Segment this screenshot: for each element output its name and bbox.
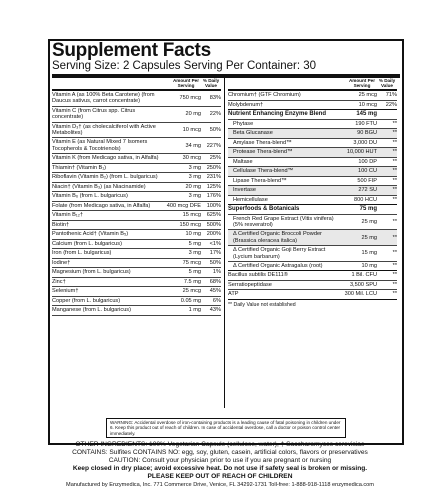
nutrient-daily-value: 1% xyxy=(212,269,221,276)
nutrient-amount: 10 mg xyxy=(361,262,377,269)
allergen-info: CONTAINS: Sulfites CONTAINS NO: egg, soy, gluten, casein, artificial colors, flavors or preservatives xyxy=(72,449,368,456)
panel-title: Supplement Facts xyxy=(52,40,211,61)
nutrient-amount: 30 mcg xyxy=(182,155,201,162)
nutrient-name: Δ Certified Organic Broccoli Powder (Brassica oleracea italica) xyxy=(233,231,322,244)
nutrient-name: Iodine† xyxy=(52,259,71,266)
dv-header: % Daily Value xyxy=(378,78,396,88)
nutrient-amount: 100 CU xyxy=(358,168,377,175)
nutrient-amount: 500 FIP xyxy=(357,177,377,184)
right-nutrient-column xyxy=(228,78,397,308)
nutrient-name: Vitamin K (from Medicago sativa, in Alfalfa) xyxy=(52,155,159,162)
nutrient-row xyxy=(52,192,221,202)
nutrient-amount: 3 mg xyxy=(188,164,201,171)
right-rows xyxy=(228,91,397,300)
nutrient-name: Pantothenic Acid† (Vitamin B₅) xyxy=(52,231,129,238)
nutrient-daily-value: ** xyxy=(392,158,397,165)
nutrient-amount: 75 mcg xyxy=(182,259,201,266)
nutrient-amount: 272 SU xyxy=(358,187,377,194)
nutrient-daily-value: 100% xyxy=(206,202,221,209)
nutrient-amount: 3 mg xyxy=(188,174,201,181)
nutrient-amount: 800 HCU xyxy=(353,196,377,203)
nutrient-amount: 150 mcg xyxy=(179,221,201,228)
nutrient-name: Calcium (from L. bulgaricus) xyxy=(52,240,122,247)
nutrient-row xyxy=(228,230,397,246)
nutrient-row xyxy=(228,129,397,139)
column-divider xyxy=(224,78,225,408)
nutrient-amount: 10 mcg xyxy=(358,101,377,108)
nutrient-name: Vitamin B₆ (from L. bulgaricus) xyxy=(52,193,128,200)
nutrient-row xyxy=(228,186,397,196)
nutrient-name: ATP xyxy=(228,291,239,298)
nutrient-daily-value: 83% xyxy=(209,95,221,102)
keep-away-text: PLEASE KEEP OUT OF REACH OF CHILDREN xyxy=(147,473,293,480)
nutrient-amount: 10 mcg xyxy=(182,126,201,133)
nutrient-daily-value: ** xyxy=(392,291,397,298)
nutrient-daily-value: ** xyxy=(392,187,397,194)
nutrient-daily-value: 125% xyxy=(206,183,221,190)
nutrient-name: Zinc† xyxy=(52,278,66,285)
nutrient-daily-value: 71% xyxy=(385,92,397,99)
nutrient-amount: 3 mg xyxy=(188,250,201,257)
nutrient-row xyxy=(52,123,221,139)
nutrient-row xyxy=(52,211,221,221)
nutrient-daily-value: ** xyxy=(392,149,397,156)
nutrient-daily-value: ** xyxy=(392,281,397,288)
nutrient-name: Hemicellulase xyxy=(233,196,268,203)
nutrient-amount: 0.05 mg xyxy=(180,297,201,304)
nutrient-row xyxy=(52,221,221,231)
nutrient-amount: 90 BGU xyxy=(357,130,377,137)
nutrient-amount: 3,000 DU xyxy=(353,139,377,146)
nutrient-row xyxy=(228,91,397,101)
nutrient-name: Thiamin† (Vitamin B₁) xyxy=(52,164,107,171)
nutrient-name: Riboflavin (Vitamin B₂) (from L. bulgaricus) xyxy=(52,174,158,181)
nutrient-row xyxy=(228,290,397,300)
nutrient-name: French Red Grape Extract (Vitis vinifera) (5% resveratrol) xyxy=(233,215,334,228)
amount-header: Amount Per Serving xyxy=(348,78,376,88)
nutrient-amount: 7.5 mg xyxy=(183,278,201,285)
nutrient-amount: 300 Mil. LCU xyxy=(344,291,377,298)
nutrient-daily-value: ** xyxy=(392,234,397,241)
nutrient-amount: 34 mg xyxy=(185,142,201,149)
nutrient-name: Biotin† xyxy=(52,221,70,228)
nutrient-row xyxy=(52,164,221,174)
nutrient-amount: 25 mcg xyxy=(358,92,377,99)
amount-header: Amount Per Serving xyxy=(172,78,200,88)
nutrient-name: Protease Thera-blend™ xyxy=(233,149,293,156)
nutrient-daily-value: 22% xyxy=(385,101,397,108)
dv-header: % Daily Value xyxy=(202,78,220,88)
nutrient-daily-value: ** xyxy=(392,168,397,175)
nutrient-name: Invertase xyxy=(233,187,257,194)
nutrient-daily-value: 43% xyxy=(209,307,221,314)
nutrient-name: Vitamin C (from Citrus spp. Citrus concentrate) xyxy=(52,107,136,121)
nutrient-name: Chromium† (GTF Chromium) xyxy=(228,92,301,99)
nutrient-row xyxy=(228,101,397,111)
nutrient-amount: 3,500 SPU xyxy=(349,281,377,288)
nutrient-name: Manganese (from L. bulgaricus) xyxy=(52,307,131,314)
left-rows xyxy=(52,91,221,316)
nutrient-amount: 25 mg xyxy=(361,234,377,241)
nutrient-name: Molybdenum† xyxy=(228,101,264,108)
daily-value-note: ** Daily Value not established xyxy=(228,301,296,308)
nutrient-amount: 75 mg xyxy=(359,206,377,213)
nutrient-row xyxy=(228,205,397,215)
nutrient-row xyxy=(52,249,221,259)
left-column-header xyxy=(52,78,221,91)
nutrient-daily-value: 25% xyxy=(209,155,221,162)
other-ingredients: OTHER INGREDIENTS: 100% Vegetarian Capsule (cellulose, water), † Saccharomyces cerevisiae xyxy=(75,441,365,448)
nutrient-daily-value: ** xyxy=(392,250,397,257)
nutrient-row xyxy=(52,183,221,193)
serving-info: Serving Size: 2 Capsules Serving Per Container: 30 xyxy=(52,60,317,72)
nutrient-name: Amylase Thera-blend™ xyxy=(233,139,292,146)
nutrient-row xyxy=(228,148,397,158)
nutrient-daily-value: 17% xyxy=(209,250,221,257)
nutrient-amount: 25 mg xyxy=(361,218,377,225)
nutrient-name: Beta Glucanase xyxy=(233,130,273,137)
nutrient-name: Magnesium (from L. bulgaricus) xyxy=(52,269,131,276)
nutrient-name: Δ Certified Organic Goji Berry Extract (Lycium barbarum) xyxy=(233,247,326,260)
nutrient-daily-value: 68% xyxy=(209,278,221,285)
nutrient-name: Δ Certified Organic Astragalus (root) xyxy=(233,262,323,269)
nutrient-amount: 1 mg xyxy=(188,307,201,314)
nutrient-name: Maltase xyxy=(233,158,253,165)
nutrient-row xyxy=(52,278,221,288)
nutrient-row xyxy=(228,281,397,291)
nutrient-daily-value: ** xyxy=(392,262,397,269)
nutrient-row xyxy=(228,215,397,231)
nutrient-row xyxy=(228,246,397,262)
nutrient-row xyxy=(52,306,221,316)
nutrient-daily-value: ** xyxy=(392,139,397,146)
nutrient-amount: 15 mcg xyxy=(182,212,201,219)
nutrient-name: Bacillus subtilis DE111® xyxy=(228,272,288,279)
nutrient-daily-value: 6% xyxy=(212,297,221,304)
nutrient-amount: 20 mg xyxy=(185,111,201,118)
nutrient-amount: 10,000 HUT xyxy=(346,149,377,156)
nutrient-amount: 20 mg xyxy=(185,183,201,190)
nutrient-daily-value: <1% xyxy=(209,240,221,247)
nutrient-name: Folate (from Medicago sativa, in Alfalfa) xyxy=(52,202,151,209)
nutrient-name: Vitamin E (as Natural Mixed 7 Isomers Tocopherols & Tocotrienols) xyxy=(52,139,148,152)
nutrient-row xyxy=(228,158,397,168)
caution-text: CAUTION: Consult your physician prior to use if you are pregnant or nursing xyxy=(108,457,332,464)
nutrient-row xyxy=(52,297,221,307)
nutrient-daily-value: 50% xyxy=(209,259,221,266)
nutrient-row xyxy=(52,138,221,154)
nutrient-row xyxy=(228,177,397,187)
nutrient-daily-value: 22% xyxy=(209,111,221,118)
nutrient-amount: 190 FTU xyxy=(355,120,377,127)
nutrient-daily-value: 50% xyxy=(209,126,221,133)
nutrient-name: Vitamin B₁₂† xyxy=(52,212,84,219)
storage-text: Keep closed in dry place; avoid excessive heat. Do not use if safety seal is broken or missing. xyxy=(72,465,368,472)
nutrient-daily-value: ** xyxy=(392,218,397,225)
nutrient-name: Serratiopeptidase xyxy=(228,281,272,288)
nutrient-amount: 1 Bil. CFU xyxy=(351,272,377,279)
nutrient-amount: 400 mcg DFE xyxy=(166,202,201,209)
nutrient-daily-value: 200% xyxy=(206,231,221,238)
nutrient-daily-value: ** xyxy=(392,272,397,279)
nutrient-name: Vitamin D₃† (as cholecalciferol with Active Metabolites) xyxy=(52,123,156,137)
nutrient-name: Selenium† xyxy=(52,288,79,295)
nutrient-row xyxy=(52,268,221,278)
nutrient-amount: 10 mg xyxy=(185,231,201,238)
nutrient-amount: 5 mg xyxy=(188,269,201,276)
nutrient-row xyxy=(228,196,397,206)
nutrient-amount: 5 mg xyxy=(188,240,201,247)
nutrient-name: Copper (from L. bulgaricus) xyxy=(52,297,121,304)
nutrient-row xyxy=(52,202,221,212)
nutrient-row xyxy=(228,262,397,272)
nutrient-daily-value: 176% xyxy=(206,193,221,200)
nutrient-name: Superfoods & Botanicals xyxy=(228,206,300,213)
nutrient-row xyxy=(52,240,221,250)
nutrient-name: Cellulase Thera-blend™ xyxy=(233,168,294,175)
nutrient-row xyxy=(52,287,221,297)
nutrient-row xyxy=(52,107,221,123)
nutrient-daily-value: 227% xyxy=(206,142,221,149)
nutrient-name: Vitamin A (as 100% Beta Carotene) (from Daucus sativus, carrot concentrate) xyxy=(52,92,155,105)
nutrient-name: Phytase xyxy=(233,120,254,127)
nutrient-name: Niacin† (Vitamin B₃) (as Niacinamide) xyxy=(52,183,146,190)
nutrient-row xyxy=(52,230,221,240)
nutrient-row xyxy=(52,173,221,183)
nutrient-amount: 25 mcg xyxy=(182,288,201,295)
nutrient-row xyxy=(228,110,397,120)
nutrient-amount: 15 mg xyxy=(361,250,377,257)
nutrient-daily-value: 625% xyxy=(206,212,221,219)
nutrient-amount: 100 DP xyxy=(358,158,377,165)
right-column-header xyxy=(228,78,397,91)
nutrient-row xyxy=(228,271,397,281)
nutrient-row xyxy=(52,91,221,107)
nutrient-amount: 145 mg xyxy=(356,111,377,118)
nutrient-amount: 750 mcg xyxy=(179,95,201,102)
nutrient-daily-value: 231% xyxy=(206,174,221,181)
left-nutrient-column xyxy=(52,78,221,316)
manufacturer-info: Manufactured by Enzymedica, Inc. 771 Commerce Drive, Venice, FL 34292-1731 Toll-free: 1-888-918-1118 enzymedica.com xyxy=(66,482,374,488)
nutrient-row xyxy=(228,139,397,149)
nutrient-daily-value: ** xyxy=(392,196,397,203)
nutrient-daily-value: 500% xyxy=(206,221,221,228)
iron-warning: WARNING: Accidental overdose of iron-containing products is a leading cause of fatal poisoning in children under 6. Keep this product out of reach of children. In case of accidental overdose, call a doctor or poison control center immediately. xyxy=(106,418,346,438)
nutrient-daily-value: ** xyxy=(392,130,397,137)
nutrient-daily-value: 250% xyxy=(206,164,221,171)
nutrient-row xyxy=(228,120,397,130)
nutrient-amount: 3 mg xyxy=(188,193,201,200)
nutrient-name: Nutrient Enhancing Enzyme Blend xyxy=(228,111,327,118)
nutrient-daily-value: ** xyxy=(392,177,397,184)
nutrient-daily-value: ** xyxy=(392,120,397,127)
nutrient-row xyxy=(228,167,397,177)
nutrient-name: Iron (from L. bulgaricus) xyxy=(52,250,112,257)
nutrient-name: Lipase Thera-blend™ xyxy=(233,177,287,184)
nutrient-daily-value: 45% xyxy=(209,288,221,295)
nutrient-row xyxy=(52,154,221,164)
nutrient-row xyxy=(52,259,221,269)
